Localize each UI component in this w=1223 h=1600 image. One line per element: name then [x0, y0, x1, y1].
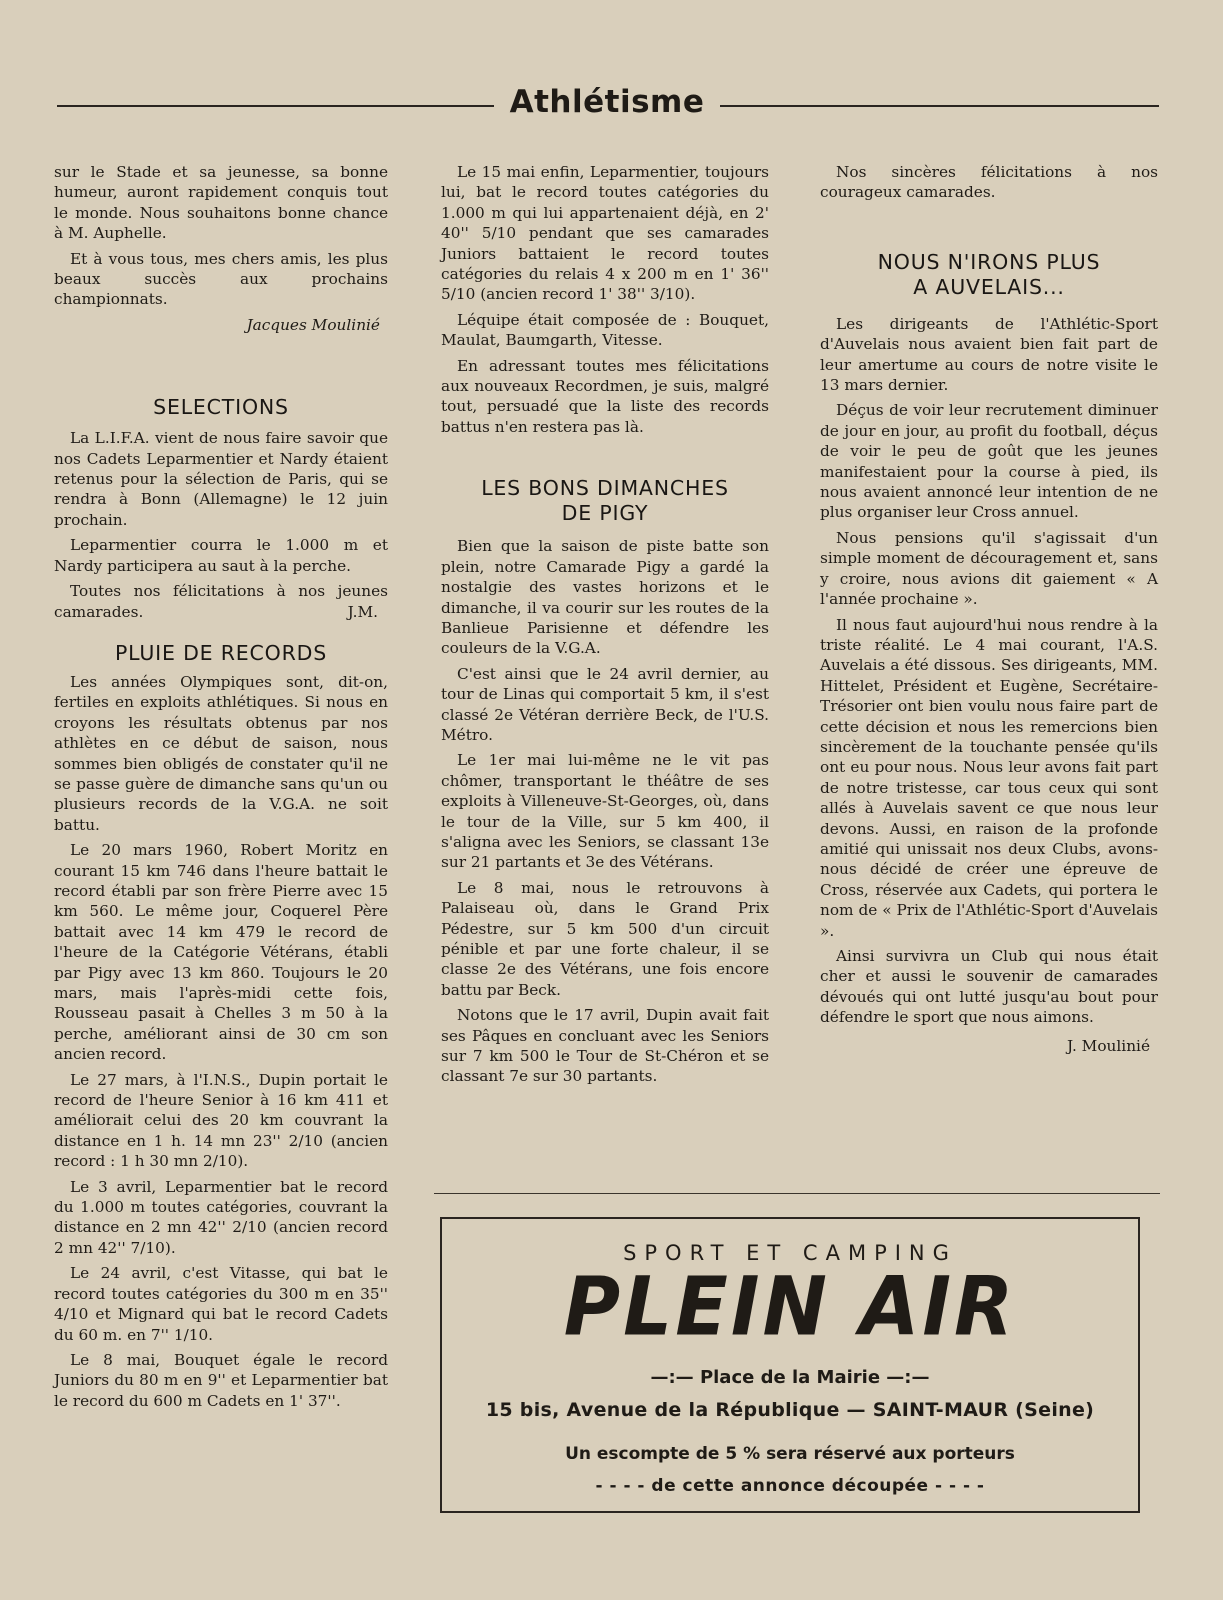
records-cont-paragraph: Léquipe était composée de : Bouquet, Maulat, Baumgarth, Vitesse.	[441, 310, 769, 350]
intro-paragraph-1: sur le Stade et sa jeunesse, sa bonne humeur, auront rapidement conquis tout le monde. Nous souhaitons bonne chance à M. Auphelle.	[54, 163, 388, 243]
pigy-paragraph: C'est ainsi que le 24 avril dernier, au tour de Linas qui comportait 5 km, il s'est classé 2e Vétéran derrière Beck, de l'U.S. Métro.	[441, 664, 769, 744]
records-heading: PLUIE DE RECORDS	[114, 640, 328, 665]
header-rule-left	[57, 105, 494, 107]
auvelais-paragraph: Les dirigeants de l'Athlétic-Sport d'Auvelais nous avaient bien fait part de leur amertume au cours de notre visite le 13 mars dernier.	[820, 314, 1158, 395]
ad-address: 15 bis, Avenue de la République — SAINT-MAUR (Seine)	[485, 1399, 1095, 1421]
section-header	[57, 84, 1159, 124]
ad-kicker: SPORT ET CAMPING	[623, 1241, 957, 1265]
pigy-paragraph: Le 1er mai lui-même ne le vit pas chômer, transportant le théâtre de ses exploits à Villeneuve-St-Georges, où, dans le tour de la Ville, sur 5 km 400, il s'aligna avec les Seniors, se classant 13e sur 21 partants et 3e des Vétérans.	[441, 751, 769, 872]
selections-signature: J.M.	[347, 602, 378, 621]
selections-paragraph-3	[54, 581, 388, 622]
intro-signature: Jacques Moulinié	[246, 315, 380, 334]
auvelais-heading-line-2: A AUVELAIS...	[913, 274, 1065, 299]
section-title: Athlétisme	[509, 84, 705, 120]
pigy-paragraph: Bien que la saison de piste batte son plein, notre Camarade Pigy a gardé la nostalgie des vastes horizons et le dimanche, il va courir sur les routes de la Banlieue Parisienne et défendre les couleurs de la V.G.A.	[441, 537, 769, 658]
intro-paragraph-2: Et à vous tous, mes chers amis, les plus beaux succès aux prochains championnats.	[54, 249, 388, 309]
advertisement-box	[440, 1217, 1140, 1513]
selections-paragraph-2: Leparmentier courra le 1.000 m et Nardy participera au saut à la perche.	[54, 536, 388, 575]
selections-paragraph-1: La L.I.F.A. vient de nous faire savoir que nos Cadets Leparmentier et Nardy étaient retenus pour la sélection de Paris, qui se rendra à Bonn (Allemagne) le 12 juin prochain.	[54, 429, 388, 529]
auvelais-paragraph: Il nous faut aujourd'hui nous rendre à la triste réalité. Le 4 mai courant, l'A.S. Auvelais a été dissous. Ses dirigeants, MM. Hittelet, Président et Eugène, Secrétaire-Trésorier ont bien voulu nous faire part de cette décision et nous les remercions bien sincèrement de la touchante pensée qu'ils ont eu pour nous. Nous leur avons fait part de notre tristesse, car tous ceux qui sont allés à Auvelais savent ce que nous leur devons. Aussi, en raison de la profonde amitié qui unissait nos deux Clubs, avons-nous décidé de créer une épreuve de Cross, réservée aux Cadets, qui portera le nom de « Prix de l'Athlétic-Sport d'Auvelais ».	[820, 615, 1158, 940]
records-paragraph: Le 24 avril, c'est Vitasse, qui bat le record toutes catégories du 300 m en 35'' 4/10 et Mignard qui bat le record Cadets du 60 m. en 7'' 1/10.	[54, 1264, 388, 1344]
pigy-paragraph: Le 8 mai, nous le retrouvons à Palaiseau où, dans le Grand Prix Pédestre, sur 5 km 500 d'un circuit pénible et par une forte chaleur, il se classe 2e des Vétérans, une fois encore battu par Beck.	[441, 878, 769, 999]
pigy-heading-line-2: DE PIGY	[561, 501, 649, 526]
ad-offer-line-1: Un escompte de 5 % sera réservé aux porteurs	[565, 1444, 1015, 1464]
records-cont-paragraph: Le 15 mai enfin, Leparmentier, toujours lui, bat le record toutes catégories du 1.000 m qui lui appartenaient déjà, en 2' 40'' 5/10 pendant que ses camarades Juniors battaient le record toutes catégories du relais 4 x 200 m en 1' 36'' 5/10 (ancien record 1' 38'' 3/10).	[441, 163, 769, 304]
selections-heading: SELECTIONS	[153, 395, 289, 420]
records-paragraph: Le 8 mai, Bouquet égale le record Juniors du 80 m en 9'' et Leparmentier bat le record du 600 m Cadets en 1' 37''.	[54, 1350, 388, 1410]
records-paragraph: Le 3 avril, Leparmentier bat le record du 1.000 m toutes catégories, couvrant la distance en 2 mn 42'' 2/10 (ancien record 2 mn 42'' 7/10).	[54, 1177, 388, 1257]
records-paragraph: Le 27 mars, à l'I.N.S., Dupin portait le record de l'heure Senior à 16 km 411 et améliorait celui des 20 km couvrant la distance en 1 h. 14 mn 23'' 2/10 (ancien record : 1 h 30 mn 2/10).	[54, 1070, 388, 1171]
ad-place: —:— Place de la Mairie —:—	[650, 1367, 930, 1388]
ad-brand: PLEIN AIR	[563, 1260, 1017, 1355]
column-3	[820, 162, 1158, 1056]
ad-separator-rule	[434, 1193, 1160, 1194]
records-cont-paragraph: En adressant toutes mes félicitations aux nouveaux Recordmen, je suis, malgré tout, persuadé que la liste des records battus n'en restera pas là.	[441, 356, 769, 436]
congrats-paragraph: Nos sincères félicitations à nos courageux camarades.	[820, 163, 1158, 202]
selections-last-line: Toutes nos félicitations à nos jeunes camarades.	[54, 582, 388, 621]
column-2	[441, 162, 769, 1092]
pigy-heading-line-1: LES BONS DIMANCHES	[481, 476, 729, 501]
auvelais-paragraph: Ainsi survivra un Club qui nous était cher et aussi le souvenir de camarades dévoués qui ont lutté jusqu'au bout pour défendre le sport que nous aimons.	[820, 947, 1158, 1027]
auvelais-paragraph: Déçus de voir leur recrutement diminuer de jour en jour, au profit du football, déçus de voir le peu de goût que les jeunes manifestaient pour la course à pied, ils nous avaient annoncé leur intention de ne plus organiser leur Cross annuel.	[820, 401, 1158, 522]
auvelais-signature: J. Moulinié	[1067, 1036, 1150, 1055]
header-rule-right	[720, 105, 1159, 107]
column-1	[54, 162, 388, 1416]
auvelais-paragraph: Nous pensions qu'il s'agissait d'un simple moment de découragement et, sans y croire, nous avions dit gaiement « A l'année prochaine ».	[820, 528, 1158, 609]
records-paragraph: Les années Olympiques sont, dit-on, fertiles en exploits athlétiques. Si nous en croyons les résultats obtenus par nos athlètes en ce début de saison, nous sommes bien obligés de constater qu'il ne se passe guère de dimanche sans qu'un ou plusieurs records de la V.G.A. ne soit battu.	[54, 672, 388, 834]
auvelais-heading-line-1: NOUS N'IRONS PLUS	[877, 249, 1101, 274]
pigy-paragraph: Notons que le 17 avril, Dupin avait fait ses Pâques en concluant avec les Seniors sur 7 km 500 le Tour de St-Chéron et se classant 7e sur 30 partants.	[441, 1006, 769, 1086]
records-paragraph: Le 20 mars 1960, Robert Moritz en courant 15 km 746 dans l'heure battait le record établi par son frère Pierre avec 15 km 560. Le même jour, Coquerel Père battait avec 14 km 479 le record de l'heure de la Catégorie Vétérans, établi par Pigy avec 13 km 860. Toujours le 20 mars, mais l'après-midi cette fois, Rousseau pasait à Chelles 3 m 50 à la perche, améliorant ainsi de 30 cm son ancien record.	[54, 841, 388, 1064]
ad-offer-line-2: - - - - de cette annonce découpée - - - -	[595, 1476, 985, 1496]
